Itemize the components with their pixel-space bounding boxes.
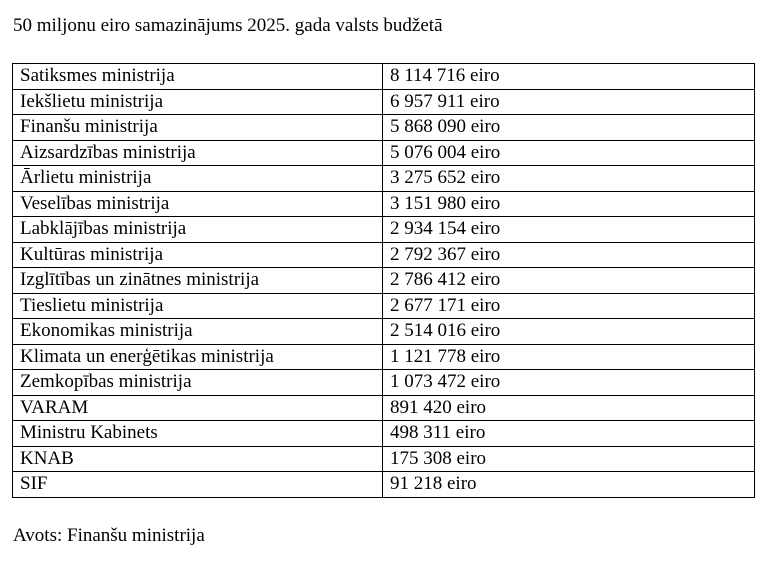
ministry-name-cell: Iekšlietu ministrija [13, 89, 383, 115]
ministry-name-cell: KNAB [13, 446, 383, 472]
ministry-name-cell: Izglītības un zinātnes ministrija [13, 268, 383, 294]
cut-amount-cell: 2 934 154 eiro [383, 217, 755, 243]
cut-amount-cell: 5 868 090 eiro [383, 115, 755, 141]
ministry-name-cell: Veselības ministrija [13, 191, 383, 217]
table-row [13, 268, 755, 294]
ministry-name-cell: Finanšu ministrija [13, 115, 383, 141]
cut-amount-cell: 3 275 652 eiro [383, 166, 755, 192]
ministry-name-cell: Satiksmes ministrija [13, 64, 383, 90]
cut-amount-cell: 8 114 716 eiro [383, 64, 755, 90]
table-row [13, 140, 755, 166]
table-row [13, 293, 755, 319]
cut-amount-cell: 5 076 004 eiro [383, 140, 755, 166]
ministry-name-cell: Tieslietu ministrija [13, 293, 383, 319]
table-row [13, 446, 755, 472]
cut-amount-cell: 175 308 eiro [383, 446, 755, 472]
ministry-name-cell: Zemkopības ministrija [13, 370, 383, 396]
table-row [13, 472, 755, 498]
ministry-name-cell: Ministru Kabinets [13, 421, 383, 447]
cut-amount-cell: 2 786 412 eiro [383, 268, 755, 294]
cut-amount-cell: 2 677 171 eiro [383, 293, 755, 319]
table-row [13, 115, 755, 141]
cut-amount-cell: 1 073 472 eiro [383, 370, 755, 396]
ministry-name-cell: VARAM [13, 395, 383, 421]
ministry-name-cell: Klimata un enerģētikas ministrija [13, 344, 383, 370]
cut-amount-cell: 2 792 367 eiro [383, 242, 755, 268]
table-row [13, 242, 755, 268]
table-row [13, 64, 755, 90]
table-row [13, 421, 755, 447]
ministry-name-cell: Kultūras ministrija [13, 242, 383, 268]
cut-amount-cell: 3 151 980 eiro [383, 191, 755, 217]
table-row [13, 89, 755, 115]
table-row [13, 344, 755, 370]
budget-cuts-table [12, 63, 755, 498]
document-title: 50 miljonu eiro samazinājums 2025. gada valsts budžetā [13, 15, 443, 36]
table-row [13, 395, 755, 421]
cut-amount-cell: 891 420 eiro [383, 395, 755, 421]
cut-amount-cell: 91 218 eiro [383, 472, 755, 498]
cut-amount-cell: 2 514 016 eiro [383, 319, 755, 345]
source-note: Avots: Finanšu ministrija [13, 525, 205, 546]
ministry-name-cell: Labklājības ministrija [13, 217, 383, 243]
table-row [13, 191, 755, 217]
cut-amount-cell: 498 311 eiro [383, 421, 755, 447]
table-row [13, 319, 755, 345]
ministry-name-cell: Aizsardzības ministrija [13, 140, 383, 166]
table-row [13, 370, 755, 396]
ministry-name-cell: SIF [13, 472, 383, 498]
ministry-name-cell: Ekonomikas ministrija [13, 319, 383, 345]
table-row [13, 217, 755, 243]
cut-amount-cell: 1 121 778 eiro [383, 344, 755, 370]
table-row [13, 166, 755, 192]
cut-amount-cell: 6 957 911 eiro [383, 89, 755, 115]
ministry-name-cell: Ārlietu ministrija [13, 166, 383, 192]
